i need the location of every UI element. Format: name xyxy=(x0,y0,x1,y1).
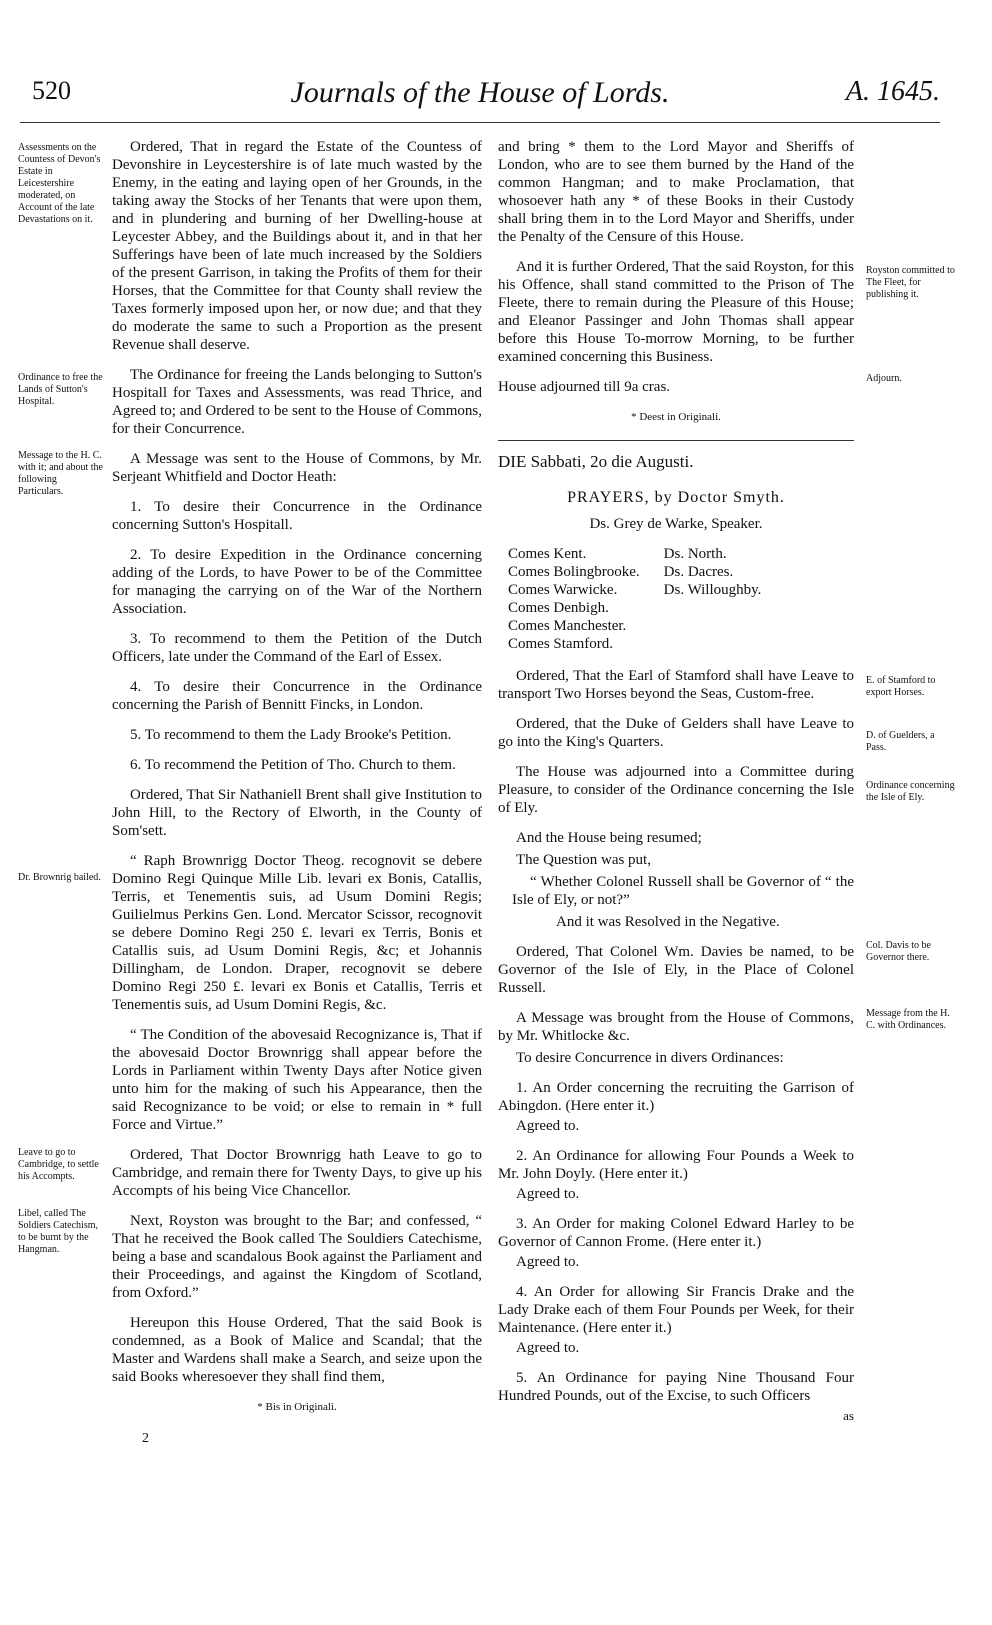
attendee: Ds. Dacres. xyxy=(663,564,734,580)
margin-note-message: Message to the H. C. with it; and about the following Particulars. xyxy=(18,450,103,497)
margin-note-sutton: Ordinance to free the Lands of Sutton's Hospital. xyxy=(18,372,103,407)
running-title: Journals of the House of Lords. xyxy=(290,76,670,109)
attendee: Comes Denbigh. xyxy=(508,600,609,616)
list-item: 3. An Order for making Colonel Edward Harley to be Governor of Cannon Frome. (Here enter it.) xyxy=(498,1216,854,1250)
list-item: 6. To recommend the Petition of Tho. Church to them. xyxy=(130,757,456,773)
paragraph-house-resumed: And the House being resumed; xyxy=(516,830,702,846)
attendee: Comes Warwicke. xyxy=(508,582,618,598)
paragraph-message-commons: A Message was sent to the House of Commons, by Mr. Serjeant Whitfield and Doctor Heath: xyxy=(112,451,482,485)
paragraph-devon-estate: Ordered, That in regard the Estate of the Countess of Devonshire in Leycestershire is of late much wasted by the Enemy, in the eating and laying open of her Grounds, in the taking away the Stocks of her Tenants that were upon them, and in plundering and burning of her Dwelling-house at Leycester Abbey, and the Buildings about it, and in that her Sufferings have been of late much increased by the Soldiers of the present Garrison, in taking the Profits of them for their Horses, that the Committee for that County shall review the Taxes formerly imposed upon her, or now due; and that they do moderate the same to such a Proportion as the present Revenue shall deserve. xyxy=(112,139,482,353)
attendee: Comes Kent. xyxy=(508,546,587,562)
paragraph-message-from-commons: A Message was brought from the House of Commons, by Mr. Whitlocke &c. xyxy=(498,1010,854,1044)
margin-note-devon: Assessments on the Countess of Devon's Estate in Leicestershire moderated, on Account of the late Devastations on it. xyxy=(18,142,101,225)
margin-note-guelders: D. of Guelders, a Pass. xyxy=(866,730,935,753)
paragraph-committee-ely: The House was adjourned into a Committee during Pleasure, to consider of the Ordinance concerning the Isle of Ely. xyxy=(498,764,854,816)
page-header xyxy=(20,70,940,120)
catchword: as xyxy=(843,1408,854,1423)
paragraph-royston-committed: And it is further Ordered, That the said Royston, for this his Offence, shall stand committed to the Prison of The Fleete, there to remain during the Pleasure of this House; and Eleanor Passinger and John Thomas shall appear before this House To-morrow Morning, to be further examined concerning this Business. xyxy=(498,259,854,365)
margin-note-ely: Ordinance concerning the Isle of Ely. xyxy=(866,780,955,803)
margin-note-commons-message: Message from the H. C. with Ordinances. xyxy=(866,1008,950,1031)
list-item: 1. An Order concerning the recruiting the Garrison of Abingdon. (Here enter it.) xyxy=(498,1080,854,1114)
paragraph-condition: “ The Condition of the abovesaid Recognizance is, That if the abovesaid Doctor Brownrigg shall appear before the Lords in Parliament within Twenty Days after Notice given unto him for the making of such his Appearance, then the said Recognizance to be void; or else to remain in * full Force and Virtue.” xyxy=(112,1027,482,1133)
attendance-domini xyxy=(664,545,762,653)
paragraph-question-text: “ Whether Colonel Russell shall be Governor of “ the Isle of Ely, or not?” xyxy=(512,874,854,908)
page-year: A. 1645. xyxy=(845,76,940,107)
attendance-list xyxy=(508,545,854,653)
paragraph-concurrence: To desire Concurrence in divers Ordinances: xyxy=(516,1050,784,1066)
prayers-heading: PRAYERS, by Doctor Smyth. xyxy=(567,489,785,506)
paragraph-question-put: The Question was put, xyxy=(516,852,651,868)
paragraph-stamford-horses: Ordered, That the Earl of Stamford shall have Leave to transport Two Horses beyond the Seas, Custom-free. xyxy=(498,668,854,702)
speaker-line: Ds. Grey de Warke, Speaker. xyxy=(589,516,763,532)
paragraph-cambridge-leave: Ordered, That Doctor Brownrigg hath Leave to go to Cambridge, and remain there for Twenty Days, to give up his Accompts of his being Vice Chancellor. xyxy=(112,1147,482,1199)
margin-note-cambridge: Leave to go to Cambridge, to settle his Accompts. xyxy=(18,1147,99,1182)
attendee: Ds. North. xyxy=(663,546,727,562)
footnote-right: * Deest in Originali. xyxy=(631,411,721,423)
margin-note-davis: Col. Davis to be Governor there. xyxy=(866,940,931,963)
day-heading: DIE Sabbati, 2o die Augusti. xyxy=(498,440,854,477)
list-item: 3. To recommend to them the Petition of the Dutch Officers, late under the Command of the Earl of Essex. xyxy=(112,631,482,665)
paragraph-royston-bar: Next, Royston was brought to the Bar; and confessed, “ That he received the Book called The Souldiers Catechisme, being a base and scandalous Book against the Parliament and their Proceedings, and against the Kingdom of Scotland, from Oxford.” xyxy=(112,1213,482,1301)
paragraph-sutton-ordinance: The Ordinance for freeing the Lands belonging to Sutton's Hospitall for Taxes and Assessments, was read Thrice, and Agreed to; and Ordered to be sent to the House of Commons, for their Concurrence. xyxy=(112,367,482,437)
attendance-comites xyxy=(508,545,640,653)
left-column xyxy=(112,138,482,1448)
margin-note-royston: Royston committed to The Fleet, for publishing it. xyxy=(866,265,955,300)
list-item: 2. To desire Expedition in the Ordinance concerning adding of the Lords, to have Power to be of the Committee for managing the carrying on of the War of the Northern Association. xyxy=(112,547,482,617)
paragraph-recognizance: “ Raph Brownrigg Doctor Theog. recognovit se debere Domino Regi Quinque Mille Lib. levari ex Bonis, Catallis, Terris, et Tenementis suis, ad Usum Domini Regis; Guilielmus Perkins Gen. Lond. Mercator Scissor, recognovit se debere Domino Regi 250 £. levari ex Terris, Bonis et Catallis suis, ad Usum Domini Regis, &c; et Johannis Dillingham, de London. Draper, recognovit se debere Domino Regi 250 £. levari ex Bonis et Catallis, Terris et Tenementis suis, ad Usum Domini Regis, &c. xyxy=(112,853,482,1013)
paragraph-gelders-pass: Ordered, that the Duke of Gelders shall have Leave to go into the King's Quarters. xyxy=(498,716,854,750)
attendee: Comes Manchester. xyxy=(508,618,627,634)
list-item: 5. An Ordinance for paying Nine Thousand Four Hundred Pounds, out of the Excise, to such Officers xyxy=(498,1370,854,1404)
paragraph-davies-governor: Ordered, That Colonel Wm. Davies be named, to be Governor of the Isle of Ely, in the Place of Colonel Russell. xyxy=(498,944,854,996)
list-item: 4. An Order for allowing Sir Francis Drake and the Lady Drake each of them Four Pounds per Week, for their Maintenance. (Here enter it.) xyxy=(498,1284,854,1336)
paragraph-book-condemned: Hereupon this House Ordered, That the said Book is condemned, as a Book of Malice and Scandal; that the Master and Wardens shall make a Search, and seize upon the said Books wheresoever they shall find them, xyxy=(112,1315,482,1385)
adjournment-line: House adjourned till 9a cras. xyxy=(498,379,671,395)
margin-note-stamford: E. of Stamford to export Horses. xyxy=(866,675,936,698)
list-item: 1. To desire their Concurrence in the Ordinance concerning Sutton's Hospitall. xyxy=(112,499,482,533)
list-item: 4. To desire their Concurrence in the Ordinance concerning the Parish of Bennitt Fincks, in London. xyxy=(112,679,482,713)
list-item: 2. An Ordinance for allowing Four Pounds a Week to Mr. John Doyly. (Here enter it.) xyxy=(498,1148,854,1182)
attendee: Comes Bolingbrooke. xyxy=(508,564,640,580)
agreed-line: Agreed to. xyxy=(516,1118,580,1134)
margin-note-libel: Libel, called The Soldiers Catechism, to be burnt by the Hangman. xyxy=(18,1208,98,1255)
paragraph-resolved: And it was Resolved in the Negative. xyxy=(556,914,780,930)
right-column xyxy=(498,138,854,1425)
agreed-line: Agreed to. xyxy=(516,1186,580,1202)
agreed-line: Agreed to. xyxy=(516,1340,580,1356)
margin-note-brownrig: Dr. Brownrig bailed. xyxy=(18,872,101,883)
attendee: Comes Stamford. xyxy=(508,636,613,652)
margin-note-adjourn: Adjourn. xyxy=(866,373,902,384)
list-item: 5. To recommend to them the Lady Brooke's Petition. xyxy=(130,727,452,743)
header-rule xyxy=(20,122,940,123)
signature-mark: 2 xyxy=(142,1431,149,1446)
footnote-left: * Bis in Originali. xyxy=(257,1401,337,1413)
paragraph-burning: and bring * them to the Lord Mayor and Sheriffs of London, who are to see them burned by the Hand of the common Hangman; and to make Proclamation, that whosoever hath any * of these Books in their Custody shall bring them in to the Lord Mayor and Sheriffs, under the Penalty of the Censure of this House. xyxy=(498,139,854,245)
paragraph-brent-institution: Ordered, That Sir Nathaniell Brent shall give Institution to John Hill, to the Rectory of Elworth, in the County of Som'sett. xyxy=(112,787,482,839)
attendee: Ds. Willoughby. xyxy=(663,582,762,598)
page-number: 520 xyxy=(32,76,71,105)
agreed-line: Agreed to. xyxy=(516,1254,580,1270)
